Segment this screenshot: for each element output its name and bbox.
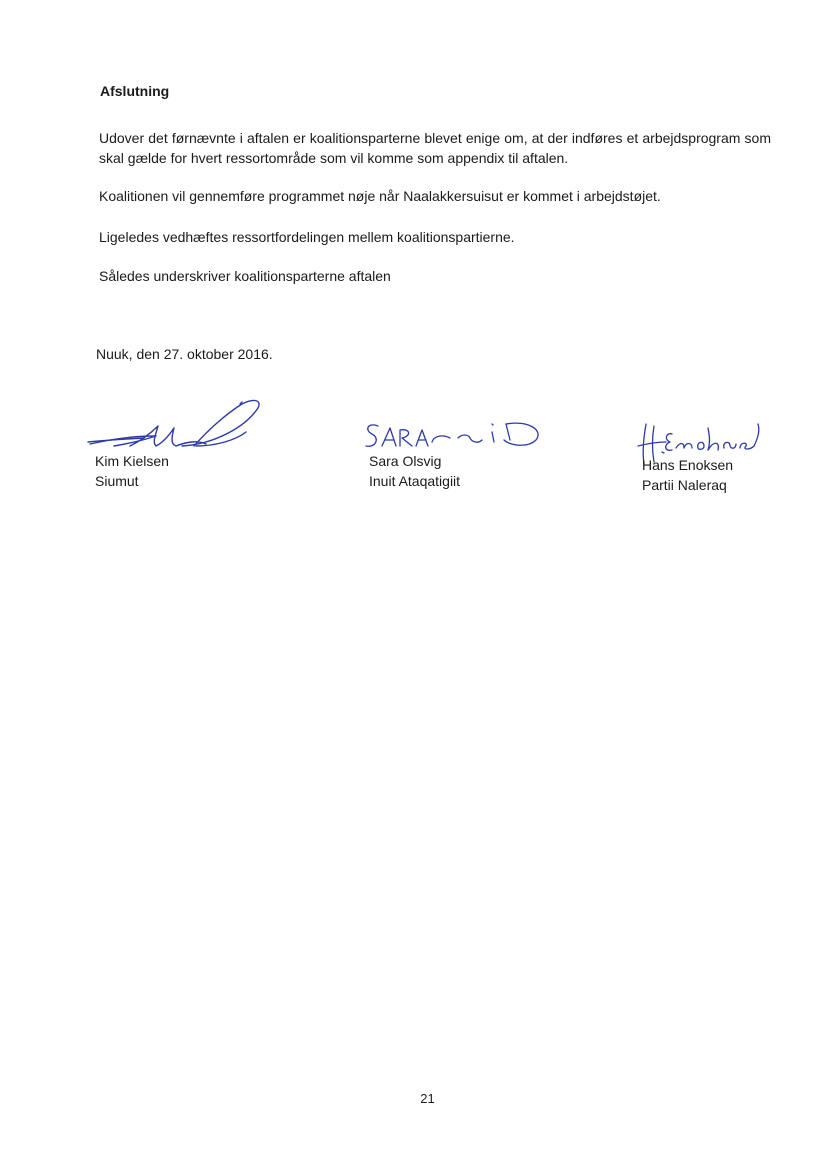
signatory-party: Partii Naleraq	[642, 477, 727, 493]
signatory-name: Sara Olsvig	[369, 453, 442, 469]
signature-kim-kielsen	[86, 396, 266, 452]
signatory-hans-enoksen	[642, 455, 733, 495]
signatory-party: Inuit Ataqatigiit	[369, 473, 461, 489]
signatory-sara-olsvig	[369, 451, 460, 491]
signature-sara-olsvig	[360, 416, 545, 454]
place-and-date: Nuuk, den 27. oktober 2016.	[96, 346, 273, 362]
paragraph-work-program: Udover det førnævnte i aftalen er koalitionsparterne blevet enige om, at der indføres et arbejdsprogram som skal gælde for hvert ressortområde som vil komme som appendix til aftalen.	[99, 130, 771, 166]
signatory-name: Kim Kielsen	[95, 453, 169, 469]
paragraph-ressort-distribution: Ligeledes vedhæftes ressortfordelingen mellem koalitionspartierne.	[99, 229, 515, 245]
signatory-party: Siumut	[95, 473, 139, 489]
paragraph-signing: Således underskriver koalitionsparterne aftalen	[99, 268, 391, 284]
signatory-name: Hans Enoksen	[642, 457, 734, 473]
page-number: 21	[420, 1091, 435, 1106]
signatory-kim-kielsen	[95, 451, 169, 491]
paragraph-implementation: Koalitionen vil gennemføre programmet nøje når Naalakkersuisut er kommet i arbejdstøjet.	[99, 188, 661, 204]
section-heading: Afslutning	[100, 83, 170, 99]
